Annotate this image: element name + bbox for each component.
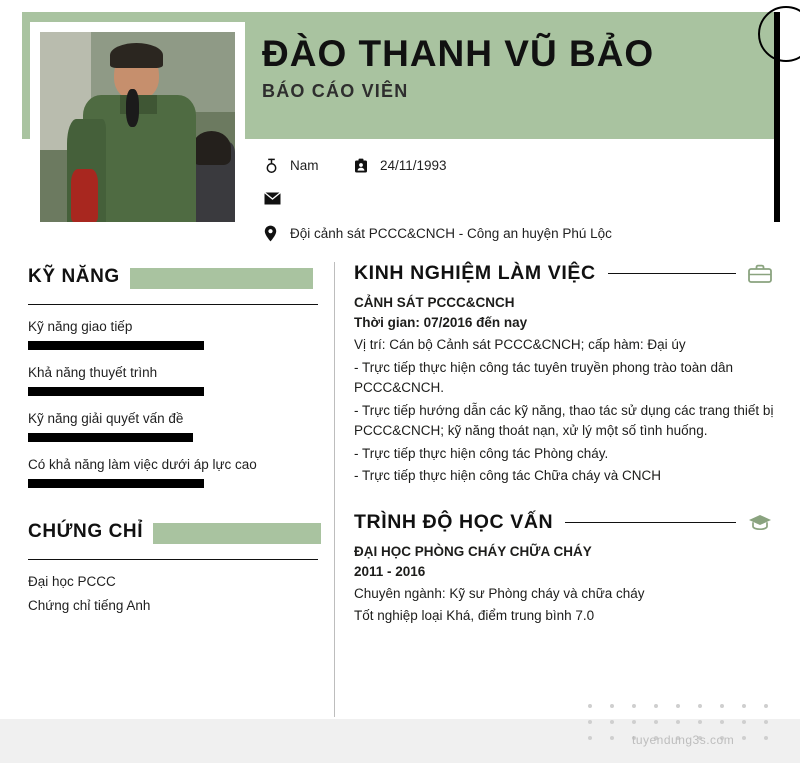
skill-label: Khả năng thuyết trình [28, 365, 158, 380]
experience-line: - Trực tiếp thực hiện công tác tuyên truyền phong trào toàn dân PCCC&CNCH. [354, 359, 734, 396]
education-school: ĐẠI HỌC PHÒNG CHÁY CHỮA CHÁY [354, 543, 592, 559]
list-item: Chứng chỉ tiếng Anh [28, 598, 151, 613]
skill-bar [28, 479, 204, 488]
right-column [354, 262, 774, 629]
page-title: ĐÀO THANH VŨ BẢO [262, 33, 655, 74]
graduation-cap-icon [748, 513, 774, 531]
column-divider [334, 262, 335, 717]
education-years: 2011 - 2016 [354, 563, 426, 579]
contact-row-gender [264, 152, 354, 179]
education-line: Chuyên ngành: Kỹ sư Phòng cháy và chữa cháy [354, 585, 645, 601]
contact-info [264, 152, 764, 247]
skills-section-header [28, 262, 318, 296]
name-block [262, 34, 762, 102]
education-rule [565, 522, 736, 523]
experience-section-title: KINH NGHIỆM LÀM VIỆC [354, 262, 596, 284]
skill-label: Có khả năng làm việc dưới áp lực cao [28, 457, 257, 472]
location-pin-icon [264, 225, 290, 242]
avatar [30, 22, 245, 232]
experience-rule [608, 273, 736, 274]
portrait-photo [40, 32, 235, 222]
skill-label: Kỹ năng giao tiếp [28, 319, 133, 334]
education-section-title: TRÌNH ĐỘ HỌC VẤN [354, 510, 554, 533]
job-role: BÁO CÁO VIÊN [262, 81, 409, 102]
gender-icon [264, 158, 290, 174]
contact-row-address [264, 220, 764, 247]
list-item [28, 411, 318, 442]
contact-row-dob [354, 152, 447, 179]
skill-label: Kỹ năng giải quyết vấn đề [28, 411, 184, 426]
education-section-header [354, 511, 774, 534]
experience-job-time: Thời gian: 07/2016 đến nay [354, 315, 528, 330]
list-item [28, 457, 318, 488]
experience-line: - Trực tiếp thực hiện công tác Phòng cháy. [354, 445, 609, 461]
certificates-section-title: CHỨNG CHỈ [28, 517, 153, 547]
envelope-icon [264, 192, 290, 205]
experience-line: Vị trí: Cán bộ Cảnh sát PCCC&CNCH; cấp hàm: Đại úy [354, 337, 686, 352]
list-item [28, 365, 318, 396]
experience-line: - Trực tiếp hướng dẫn các kỹ năng, thao tác sử dụng các trang thiết bị PCCC&CNCH; kỹ năng thoát nạn, xử lý một số tình huống. [354, 402, 774, 439]
list-item [28, 319, 318, 350]
list-item: Đại học PCCC [28, 574, 116, 589]
skill-bar [28, 387, 204, 396]
watermark: tuyendung3s.com [632, 733, 735, 747]
skill-bar [28, 341, 204, 350]
experience-job-title: CẢNH SÁT PCCC&CNCH [354, 295, 515, 310]
gender-value: Nam [290, 158, 319, 173]
address-value: Đội cảnh sát PCCC&CNCH - Công an huyện Phú Lộc [290, 226, 612, 241]
experience-line: - Trực tiếp thực hiện công tác Chữa cháy và CNCH [354, 468, 661, 484]
certificates-list [28, 574, 318, 613]
skill-bar [28, 433, 193, 442]
experience-section-header [354, 262, 774, 285]
id-card-icon [354, 158, 380, 174]
briefcase-icon [748, 264, 774, 283]
contact-row-email [264, 185, 764, 212]
skills-section-title: KỸ NĂNG [28, 262, 130, 292]
certificates-section-header [28, 517, 318, 551]
skills-underline [28, 304, 318, 305]
skills-list [28, 319, 318, 488]
left-column [28, 262, 318, 622]
education-line: Tốt nghiệp loại Khá, điểm trung bình 7.0 [354, 608, 595, 624]
dob-value: 24/11/1993 [380, 158, 447, 173]
certificates-underline [28, 559, 318, 560]
